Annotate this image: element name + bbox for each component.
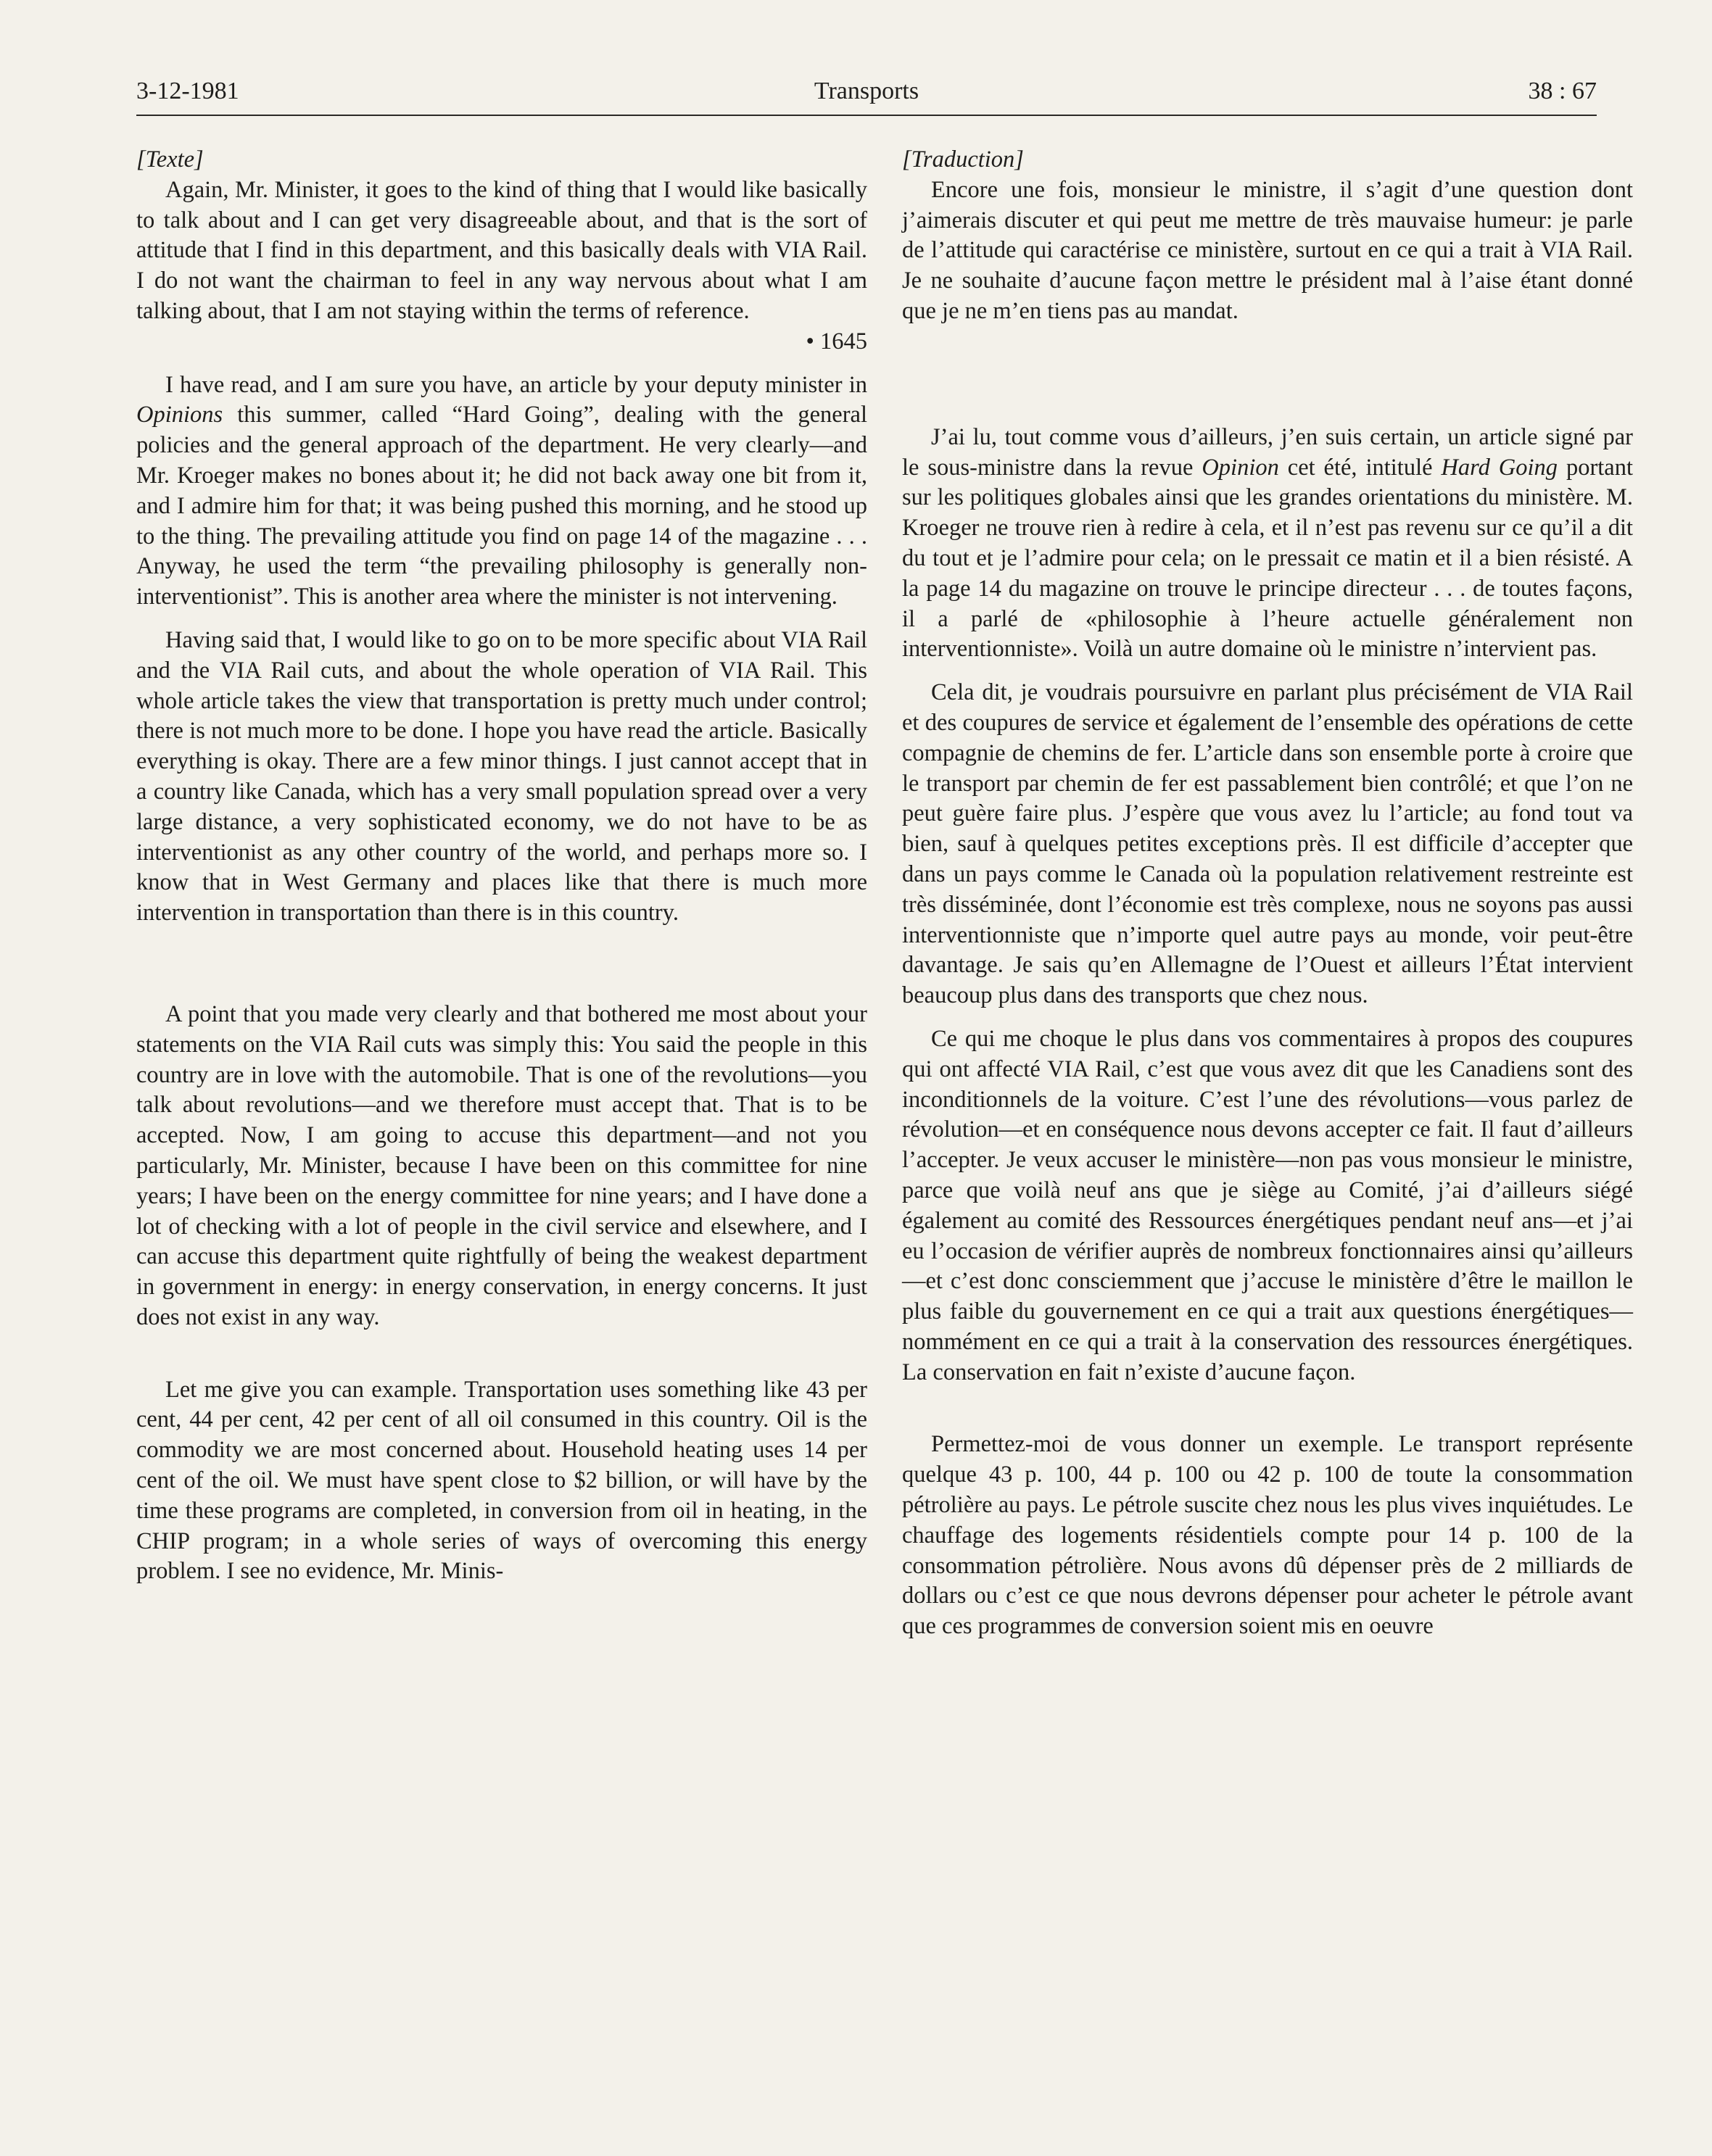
english-paragraph-2: I have read, and I am sure you have, an article by your deputy minister in Opinions this summer, called “Hard Going”, dealing with the general policies and the general approach of the department. He very clearly—and Mr. Kroeger makes no bones about it; he did not back away one bit from it, and I admire him for that; it was being pushed this morning, and he stood up to the thing. The prevailing attitude you find on page 14 of the magazine . . . Anyway, he used the term “the prevailing philosophy is generally non-interventionist”. This is another area where the minister is not intervening.: [136, 371, 867, 610]
english-paragraph-4: A point that you made very clearly and that bothered me most about your statements on the VIA Rail cuts was simply this: You said the people in this country are in love with the automobile. That is one of the revolutions—you talk about revolutions—and we therefore must accept that. That is to be accepted. Now, I am going to accuse this department—and not you particularly, Mr. Minister, because I have been on this committee for nine years; I have been on the energy committee for nine years; and I have done a lot of checking with a lot of people in the civil service and elsewhere, and I can accuse this department quite rightfully of being the weakest department in government in energy: in energy conservation, in energy concerns. It just does not exist in any way.: [136, 1000, 867, 1330]
french-section-label: [Traduction]: [902, 146, 1024, 173]
time-stamp: • 1645: [806, 328, 867, 355]
page-header: [136, 72, 1597, 116]
french-paragraph-4: Ce qui me choque le plus dans vos commentaires à propos des coupures qui ont affecté VIA Rail, c’est que vous avez dit que les Canadiens sont des inconditionnels de la voiture. C’est l’une des révolutions—vous parlez de révolution—et en conséquence nous devons accepter ce fait. Il faut d’ailleurs l’accepter. Je veux accuser le ministère—non pas vous monsieur le ministre, parce que voilà neuf ans que je siège au Comité, j’ai d’ailleurs siégé également au comité des Ressources énergétiques pendant neuf ans—et j’ai eu l’occasion de vérifier auprès de nombreux fonctionnaires ainsi qu’ailleurs—et c’est donc consciemment que j’accuse le ministère d’être le maillon le plus faible du gouvernement en ce qui a trait aux questions énergétiques—nommément en ce qui a trait à la conservation des ressources énergétiques. La conservation en fait n’existe d’aucune façon.: [902, 1025, 1633, 1385]
english-paragraph-3: Having said that, I would like to go on to be more specific about VIA Rail and the VIA Rail cuts, and about the whole operation of VIA Rail. This whole article takes the view that transportation is pretty much under control; there is not much more to be done. I hope you have read the article. Basically everything is okay. There are a few minor things. I just cannot accept that in a country like Canada, which has a very small population spread over a very large distance, a very sophisticated economy, we do not have to be as interventionist as any other country of the world, and perhaps more so. I know that in West Germany and places like that there is much more intervention in transportation than there is in this country.: [136, 626, 867, 926]
english-paragraph-5: Let me give you can example. Transportation uses something like 43 per cent, 44 per cent, 42 per cent of all oil consumed in this country. Oil is the commodity we are most concerned about. Household heating uses 14 per cent of the oil. We must have spent close to $2 billion, or will have by the time these programs are completed, in conversion from oil in heating, in the CHIP program; in a whole series of ways of overcoming this energy problem. I see no evidence, Mr. Minis-: [136, 1376, 867, 1585]
header-date: 3-12-1981: [136, 78, 239, 104]
english-paragraph-1: Again, Mr. Minister, it goes to the kind of thing that I would like basically to talk about and I can get very disagreeable about, and that is the sort of attitude that I find in this department, and this basically deals with VIA Rail. I do not want the chairman to feel in any way nervous about what I am talking about, that I am not staying within the terms of reference.: [136, 176, 867, 324]
french-paragraph-3: Cela dit, je voudrais poursuivre en parlant plus précisément de VIA Rail et des coupures de service et également de l’ensemble des opérations de cette compagnie de chemins de fer. L’article dans son ensemble porte à croire que le transport par chemin de fer est passablement bien contrôlé; et que l’on ne peut guère faire plus. J’espère que vous avez lu l’article; au fond tout va bien, sauf à quelques petites exceptions près. Il est difficile d’accepter que dans un pays comme le Canada où la population relativement restreinte est très disséminée, dont l’économie est très complexe, nous ne soyons pas aussi interventionniste que n’importe quel autre pays au monde, voir peut-être davantage. Je sais qu’en Allemagne de l’Ouest et ailleurs l’État intervient beaucoup plus dans des transports que chez nous.: [902, 679, 1633, 1009]
header-title: Transports: [814, 78, 919, 104]
french-paragraph-5: Permettez-moi de vous donner un exemple. Le transport représente quelque 43 p. 100, 44 p. 100 ou 42 p. 100 de toute la consommation pétrolière au pays. Le pétrole suscite chez nous les plus vives inquiétudes. Le chauffage des logements résidentiels compte pour 14 p. 100 de la consommation pétrolière. Nous avons dû dépenser près de 2 milliards de dollars ou c’est ce que nous devrons dépenser pour acheter le pétrole avant que ces programmes de conversion soient mis en oeuvre: [902, 1431, 1633, 1640]
english-column: [136, 145, 867, 1587]
french-column: [902, 145, 1633, 1642]
header-page-number: 38 : 67: [1528, 78, 1597, 104]
english-section-label: [Texte]: [136, 146, 204, 173]
french-paragraph-1: Encore une fois, monsieur le ministre, il s’agit d’une question dont j’aimerais discuter et qui peut me mettre de très mauvaise humeur: je parle de l’attitude qui caractérise ce ministère, surtout en ce qui a trait à VIA Rail. Je ne souhaite d’aucune façon mettre le président mal à l’aise étant donné que je ne m’en tiens pas au mandat.: [902, 176, 1633, 324]
french-paragraph-2: J’ai lu, tout comme vous d’ailleurs, j’en suis certain, un article signé par le sous-ministre dans la revue Opinion cet été, intitulé Hard Going portant sur les politiques globales ainsi que les grandes orientations du ministère. M. Kroeger ne trouve rien à redire à cela, et il n’est pas revenu sur ce qu’il a dit du tout et je l’admire pour cela; on le pressait ce matin et il a bien résisté. A la page 14 du magazine on trouve le principe directeur . . . de toutes façons, il a parlé de «philosophie à l’heure actuelle généralement non interventionniste». Voilà un autre domaine où le ministre n’intervient pas.: [902, 423, 1633, 663]
